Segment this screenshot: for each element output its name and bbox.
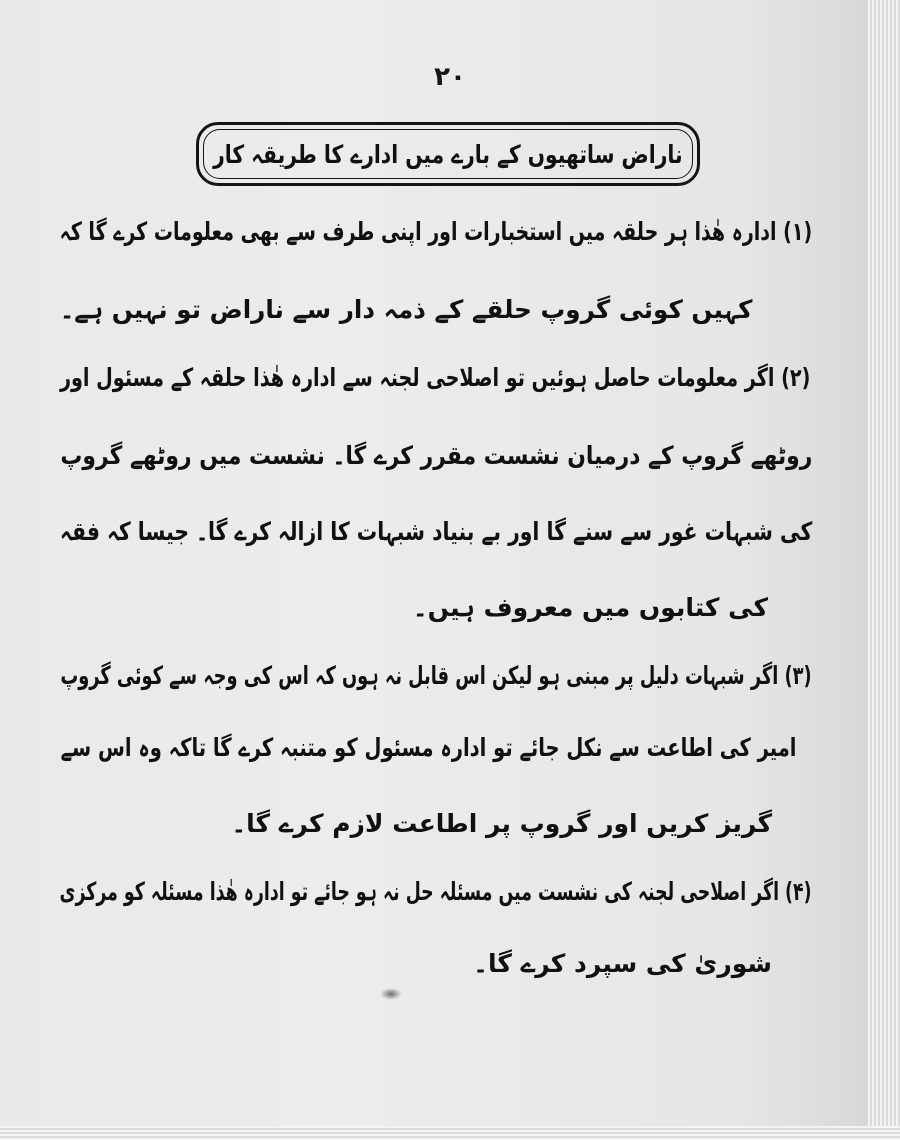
body-line-10: (۴) اگر اصلاحی لجنہ کی نشست میں مسئلہ حل نہ ہو جائے تو ادارہ ھٰذا مسئلہ کو مرکزی — [60, 877, 812, 906]
body-line-1: (۱) ادارہ ھٰذا ہر حلقہ میں استخبارات اور اپنی طرف سے بھی معلومات کرے گا کہ — [59, 217, 812, 246]
body-line-4: روٹھے گروپ کے درمیان نشست مقرر کرے گا۔ نشست میں روٹھے گروپ — [60, 441, 812, 470]
body-line-5: کی شبہات غور سے سنے گا اور بے بنیاد شبہات کا ازالہ کرے گا۔ جیسا کہ فقہ — [59, 517, 812, 546]
page-stack-right-edge — [868, 0, 900, 1140]
body-line-9: گریز کریں اور گروپ پر اطاعت لازم کرے گا۔ — [231, 809, 772, 838]
body-line-11: شوریٰ کی سپرد کرے گا۔ — [473, 949, 772, 978]
body-line-8: امیر کی اطاعت سے نکل جائے تو ادارہ مسئول کو متنبہ کرے گا تاکہ وہ اس سے — [60, 733, 796, 762]
body-line-2: کہیں کوئی گروپ حلقے کے ذمہ دار سے ناراض تو نہیں ہے۔ — [59, 295, 752, 324]
body-line-6: کی کتابوں میں معروف ہیں۔ — [412, 593, 768, 622]
body-line-7: (۳) اگر شبہات دلیل پر مبنی ہو لیکن اس قابل نہ ہوں کہ اس کی وجہ سے کوئی گروپ — [60, 661, 812, 690]
ink-smudge — [380, 988, 402, 1000]
section-title-frame — [196, 122, 700, 186]
section-title: ناراض ساتھیوں کے بارے میں ادارے کا طریقہ کار — [213, 139, 683, 169]
body-line-3: (۲) اگر معلومات حاصل ہوئیں تو اصلاحی لجنہ سے ادارہ ھٰذا حلقہ کے مسئول اور — [59, 363, 810, 392]
page-number: ۲۰ — [434, 62, 466, 92]
page-stack-bottom-edge — [0, 1126, 900, 1140]
